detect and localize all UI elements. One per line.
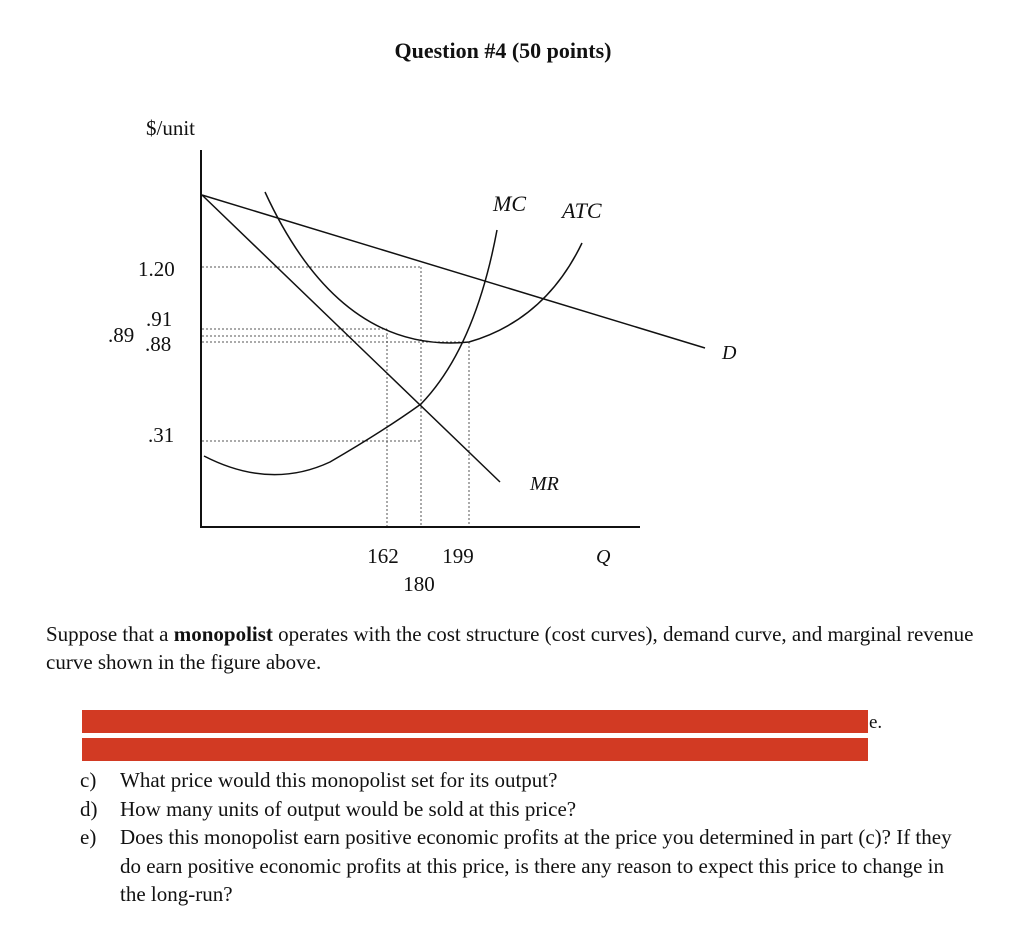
problem-intro [46, 620, 986, 676]
price-tick-label: .89 [108, 323, 135, 347]
quantity-tick-label: 199 [442, 544, 474, 568]
redaction-bar-2 [82, 738, 868, 761]
intro-text-end: operates with the cost structure (cost curves), demand curve, and marginal revenue curve shown in the figure above. [46, 622, 974, 674]
redacted-line-tail: e. [869, 712, 883, 733]
price-tick-label: 1.20 [138, 257, 175, 281]
question-title: Question #4 (50 points) [394, 38, 612, 63]
y-axis-label: $/unit [146, 116, 196, 140]
price-tick-label: .88 [145, 332, 172, 356]
intro-text-start: Suppose that a [46, 622, 174, 646]
question-text: What price would this monopolist set for its output? [120, 768, 558, 792]
mr-label: MR [530, 473, 559, 495]
atc-label: ATC [562, 198, 602, 223]
marginal-revenue-curve [202, 195, 500, 482]
question-list [80, 766, 960, 909]
question-letter: c) [80, 768, 97, 792]
question-item-e [80, 823, 960, 909]
average-total-cost-curve [265, 192, 582, 343]
question-item-c [80, 766, 960, 795]
question-text: Does this monopolist earn positive economic profits at the price you determined in part (c)? If they do earn positive economic profits at this price, is there any reason to expect this price to change in the long-run? [120, 825, 952, 906]
question-letter: e) [80, 825, 97, 849]
x-axis-label: Q [596, 546, 611, 568]
price-tick-label: .31 [148, 423, 175, 447]
intro-bold-term: monopolist [173, 622, 273, 646]
guide-lines [202, 267, 469, 527]
demand-label: D [722, 342, 737, 364]
question-text: How many units of output would be sold at this price? [120, 796, 577, 821]
price-tick-label: .91 [146, 307, 173, 331]
question-item-d [80, 795, 960, 824]
question-letter: d) [80, 796, 98, 821]
redaction-bar-1 [82, 710, 868, 733]
quantity-tick-label: 180 [403, 572, 435, 596]
quantity-tick-label: 162 [367, 544, 399, 568]
mc-label: MC [493, 191, 526, 216]
